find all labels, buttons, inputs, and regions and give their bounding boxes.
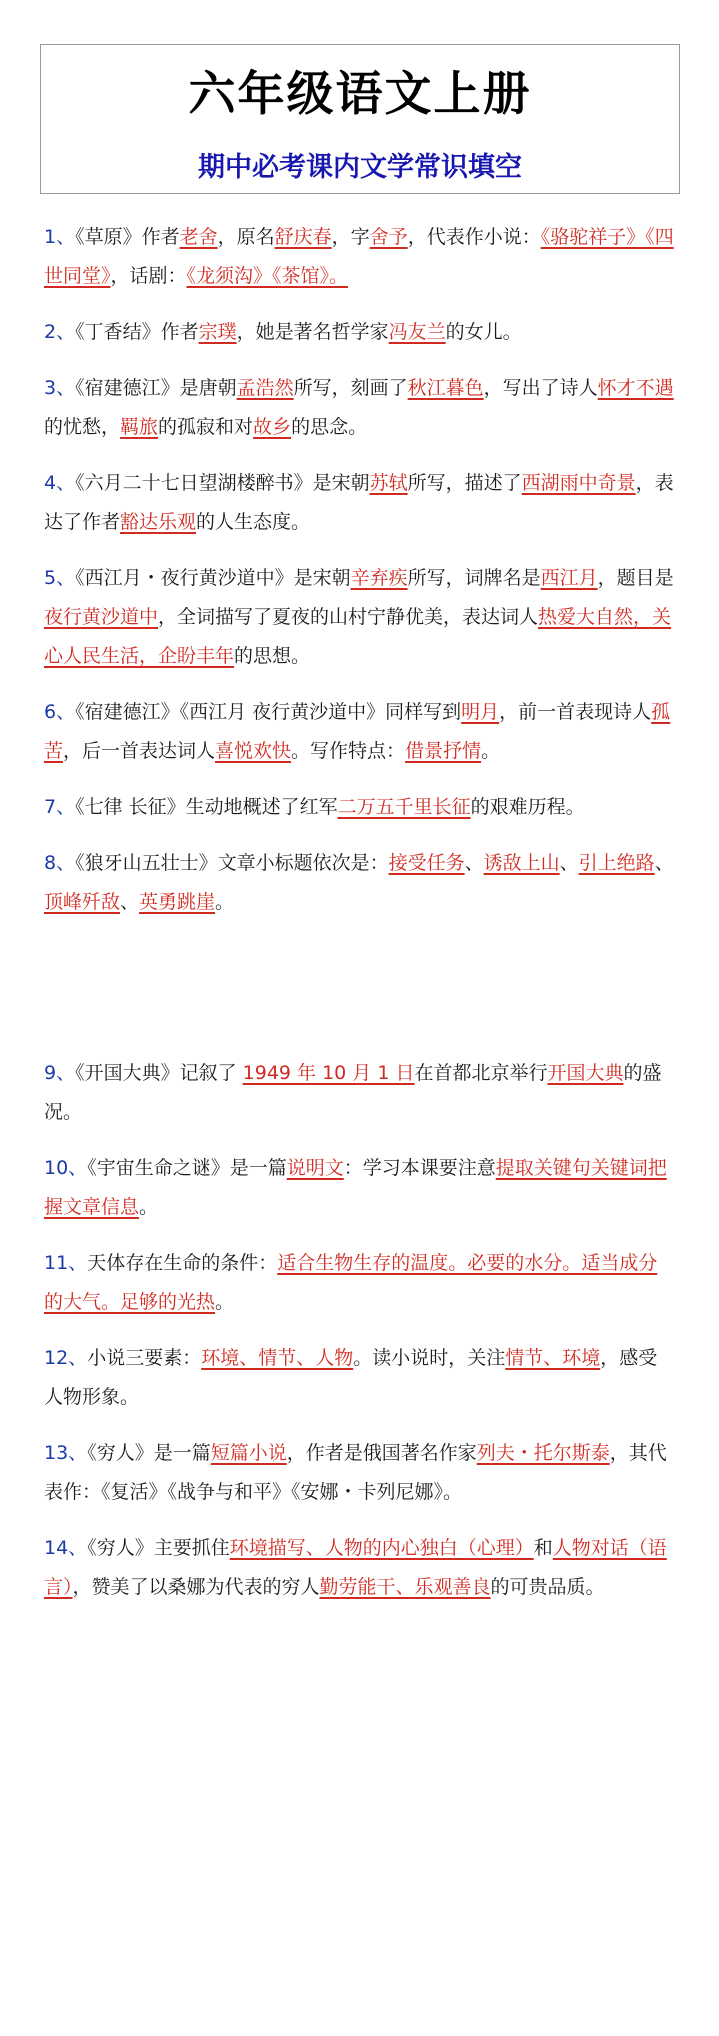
item-number: 4、: [44, 472, 76, 494]
answer-text: 环境描写、人物的内心独白（心理）: [229, 1537, 534, 1559]
answer-text: 顶峰歼敌: [44, 891, 121, 913]
answer-text: 辛弃疾: [350, 567, 408, 589]
item-number: 10、: [44, 1157, 88, 1179]
answer-text: 明月: [461, 701, 500, 723]
page-subtitle: 期中必考课内文学常识填空: [198, 152, 522, 183]
answer-text: 接受任务: [388, 852, 465, 874]
question-item-8: [44, 844, 676, 922]
question-text: 、: [464, 852, 484, 874]
answer-text: 苏轼: [369, 472, 408, 494]
question-text: ，前一首表现诗人: [499, 701, 652, 723]
question-text: ，原名: [217, 226, 275, 248]
question-text: 《丁香结》作者: [75, 321, 199, 343]
question-text: 的忧愁，: [44, 416, 121, 438]
question-item-11: [44, 1244, 676, 1322]
question-text: 、: [120, 891, 140, 913]
answer-text: 舒庆春: [274, 226, 332, 248]
answer-text: 孤苦: [44, 701, 671, 762]
answer-text: 勤劳能干、乐观善良: [319, 1576, 491, 1598]
answer-text: 环境、情节、人物: [201, 1347, 354, 1369]
question-text: 。: [215, 891, 235, 913]
question-text: 所写，刻画了: [293, 377, 408, 399]
answer-text: 故乡: [253, 416, 292, 438]
item-number: 12、: [44, 1347, 88, 1369]
item-number: 13、: [44, 1442, 88, 1464]
question-text: 在首都北京举行: [414, 1062, 548, 1084]
question-text: 天体存在生命的条件：: [87, 1252, 278, 1274]
question-list: [44, 218, 676, 1624]
question-text: 《穷人》是一篇: [87, 1442, 211, 1464]
question-text: ：学习本课要注意: [343, 1157, 496, 1179]
question-item-7: [44, 788, 676, 827]
title-box: [40, 44, 680, 194]
answer-text: 引上绝路: [578, 852, 655, 874]
question-item-2: [44, 313, 676, 352]
answer-text: 舍予: [369, 226, 408, 248]
item-number: 14、: [44, 1537, 88, 1559]
answer-text: 诱敌上山: [483, 852, 560, 874]
answer-text: 说明文: [286, 1157, 344, 1179]
question-text: 《西江月・夜行黄沙道中》是宋朝: [75, 567, 351, 589]
answer-text: 英勇跳崖: [139, 891, 216, 913]
question-item-12: [44, 1339, 676, 1417]
question-text: 《穷人》主要抓住: [87, 1537, 230, 1559]
answer-text: 怀才不遇: [597, 377, 674, 399]
question-item-13: [44, 1434, 676, 1512]
answer-text: 人物对话（语言）: [44, 1537, 667, 1598]
question-text: 小说三要素：: [87, 1347, 202, 1369]
question-item-6: [44, 693, 676, 771]
question-text: ，题目是: [597, 567, 674, 589]
answer-text: 西江月: [540, 567, 598, 589]
item-number: 9、: [44, 1062, 76, 1084]
item-number: 2、: [44, 321, 76, 343]
question-item-3: [44, 369, 676, 447]
item-number: 11、: [44, 1252, 88, 1274]
question-text: ，全词描写了夏夜的山村宁静优美，表达词人: [158, 606, 539, 628]
answer-text: 西湖雨中奇景: [521, 472, 636, 494]
question-text: ，后一首表达词人: [63, 740, 216, 762]
answer-text: 开国大典: [547, 1062, 624, 1084]
answer-text: 秋江暮色: [407, 377, 484, 399]
answer-text: 列夫・托尔斯泰: [476, 1442, 610, 1464]
question-item-9: [44, 1054, 676, 1132]
question-text: 《宿建德江》《西江月 夜行黄沙道中》同样写到: [75, 701, 462, 723]
answer-text: 提取关键句关键词把握文章信息: [44, 1157, 667, 1218]
item-number: 8、: [44, 852, 76, 874]
item-number: 6、: [44, 701, 76, 723]
question-text: 。读小说时，关注: [353, 1347, 506, 1369]
answer-text: 情节、环境: [505, 1347, 601, 1369]
question-text: ，感受人物形象。: [44, 1347, 658, 1408]
question-text: 《狼牙山五壮士》文章小标题依次是：: [75, 852, 389, 874]
question-text: 的盛况。: [44, 1062, 662, 1123]
question-text: ，作者是俄国著名作家: [286, 1442, 477, 1464]
question-item-14: [44, 1529, 676, 1607]
answer-text: 孟浩然: [236, 377, 294, 399]
answer-text: 豁达乐观: [120, 511, 197, 533]
answer-text: 羁旅: [120, 416, 159, 438]
question-text: 所写，描述了: [407, 472, 522, 494]
question-text: 、: [654, 852, 674, 874]
question-text: 的可贵品质。: [490, 1576, 605, 1598]
answer-text: 热爱大自然，关心人民生活，企盼丰年: [44, 606, 672, 667]
answer-text: 《龙须沟》《茶馆》。: [186, 265, 349, 287]
question-text: 的女儿。: [445, 321, 522, 343]
question-text: ，写出了诗人: [483, 377, 598, 399]
answer-text: 老舍: [179, 226, 218, 248]
answer-text: 借景抒情: [405, 740, 482, 762]
question-text: ，她是著名哲学家: [236, 321, 389, 343]
question-text: ，表达了作者: [44, 472, 674, 533]
answer-text: 短篇小说: [210, 1442, 287, 1464]
question-text: 《草原》作者: [75, 226, 180, 248]
question-text: 。: [481, 740, 501, 762]
answer-text: 喜悦欢快: [215, 740, 292, 762]
question-text: 。: [215, 1291, 235, 1313]
question-text: ，代表作小说：: [407, 226, 541, 248]
question-text: 《六月二十七日望湖楼醉书》是宋朝: [75, 472, 370, 494]
question-text: 《宇宙生命之谜》是一篇: [87, 1157, 287, 1179]
question-text: 《开国大典》记叙了: [75, 1062, 243, 1084]
question-text: 、: [559, 852, 579, 874]
item-number: 7、: [44, 796, 76, 818]
answer-text: 适合生物生存的温度。必要的水分。适当成分的大气。足够的光热: [44, 1252, 658, 1313]
answer-text: 《骆驼祥子》《四世同堂》: [44, 226, 674, 287]
item-number: 5、: [44, 567, 76, 589]
answer-text: 二万五千里长征: [337, 796, 471, 818]
question-item-5: [44, 559, 676, 676]
answer-text: 冯友兰: [388, 321, 446, 343]
question-text: 《七律 长征》生动地概述了红军: [75, 796, 338, 818]
question-text: ，赞美了以桑娜为代表的穷人: [72, 1576, 320, 1598]
question-text: 《宿建德江》是唐朝: [75, 377, 237, 399]
question-text: 。写作特点：: [291, 740, 406, 762]
question-text: 的思念。: [291, 416, 368, 438]
answer-text: 宗璞: [198, 321, 237, 343]
question-text: ，其代表作：《复活》《战争与和平》《安娜・卡列尼娜》。: [44, 1442, 667, 1503]
question-text: 所写，词牌名是: [407, 567, 541, 589]
question-text: 。: [139, 1196, 159, 1218]
question-item-1: [44, 218, 676, 296]
question-text: 和: [533, 1537, 553, 1559]
answer-text: 1949 年 10 月 1 日: [242, 1062, 415, 1084]
page-title: 六年级语文上册: [188, 67, 532, 122]
item-number: 3、: [44, 377, 76, 399]
question-text: 的思想。: [234, 645, 311, 667]
answer-text: 夜行黄沙道中: [44, 606, 159, 628]
question-text: ，字: [331, 226, 370, 248]
question-text: 的人生态度。: [196, 511, 311, 533]
item-number: 1、: [44, 226, 76, 248]
question-text: ，话剧：: [110, 265, 187, 287]
question-item-4: [44, 464, 676, 542]
question-item-10: [44, 1149, 676, 1227]
question-text: 的艰难历程。: [470, 796, 585, 818]
question-text: 的孤寂和对: [158, 416, 254, 438]
